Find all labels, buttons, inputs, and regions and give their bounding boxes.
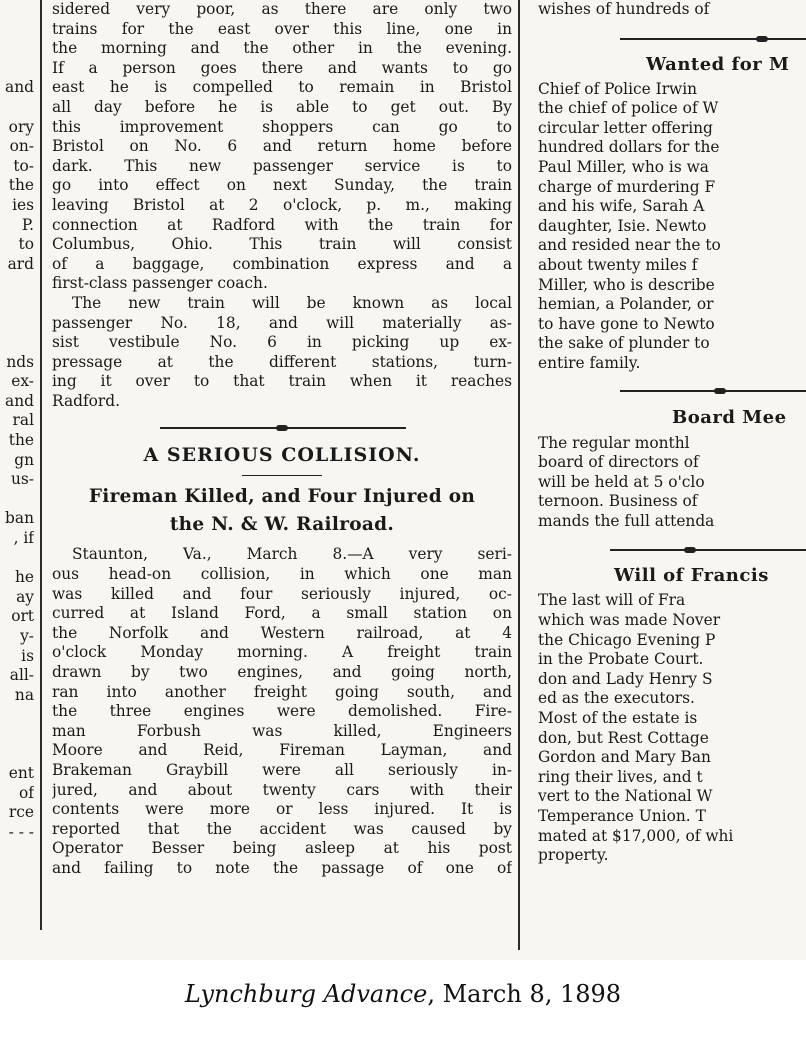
article-line: jured, and about twenty cars with their: [52, 780, 512, 799]
left-line: ex-: [11, 372, 34, 391]
article-continuation-paragraph-2: [52, 294, 512, 412]
article-line: ran into another freight going south, and: [52, 682, 512, 701]
article-line: was killed and four seriously injured, oc-: [52, 584, 512, 603]
right-separator-1: [534, 28, 806, 50]
article-line: drawn by two engines, and going north,: [52, 663, 512, 682]
left-line: [0, 549, 34, 569]
left-line: [0, 745, 34, 765]
article-line: sidered very poor, as there are only two: [52, 0, 512, 18]
article-line: all day before he is able to get out. By: [52, 97, 512, 116]
left-line: y-: [20, 627, 34, 645]
left-line: [0, 490, 34, 510]
left-line: and: [5, 78, 34, 97]
right-line: don and Lady Henry S: [538, 669, 713, 688]
column-rule-left: [40, 0, 42, 930]
right-column: [534, 0, 806, 866]
right-line: The regular monthl: [538, 433, 690, 452]
right-line: Miller, who is describe: [538, 275, 715, 294]
article-line: Radford.: [52, 391, 121, 410]
right-line: ed as the executors.: [538, 689, 695, 708]
middle-column: [52, 0, 512, 879]
right-separator-3: [534, 539, 806, 561]
article-line: Moore and Reid, Fireman Layman, and: [52, 741, 512, 760]
wanted-heading: Wanted for M: [646, 53, 790, 75]
article-line: the three engines were demolished. Fire-: [52, 702, 512, 721]
right-line: The last will of Fra: [538, 591, 686, 610]
right-line: and resided near the to: [538, 236, 721, 255]
column-rule-right: [518, 0, 520, 950]
left-line: ort: [11, 607, 34, 626]
right-separator-2: [534, 380, 806, 402]
article-line: contents were more or less injured. It is: [52, 800, 512, 819]
right-line: the chief of police of W: [538, 99, 719, 118]
right-line: the Chicago Evening P: [538, 630, 716, 649]
right-line: Chief of Police Irwin: [538, 79, 698, 98]
article-line: o'clock Monday morning. A freight train: [52, 643, 512, 662]
caption: [0, 980, 806, 1008]
left-column: [0, 0, 34, 843]
article-line: Operator Besser being asleep at his post: [52, 839, 512, 858]
left-line: gn: [14, 450, 34, 469]
left-line: is: [21, 646, 34, 665]
right-line: vert to the National W: [538, 787, 713, 806]
right-line: will be held at 5 o'clo: [538, 472, 705, 491]
left-line: [0, 20, 34, 40]
left-line: [0, 705, 34, 725]
will-article: [534, 591, 806, 865]
left-line: on-: [9, 137, 34, 156]
left-line: ies: [12, 195, 34, 214]
left-line: all-: [9, 666, 34, 685]
will-heading: Will of Francis: [614, 565, 769, 587]
right-line: Most of the estate is: [538, 709, 698, 728]
board-meeting-article: [534, 434, 806, 532]
article-line: go into effect on next Sunday, the train: [52, 176, 512, 195]
right-line: daughter, Isie. Newto: [538, 216, 707, 235]
article-line: reported that the accident was caused by: [52, 819, 512, 838]
article-collision-body: [52, 545, 512, 878]
article-line: first-class passenger coach.: [52, 274, 268, 293]
caption-date: , March 8, 1898: [427, 980, 622, 1008]
left-line: na: [14, 685, 34, 704]
article-line: sist vestibule No. 6 in picking up ex-: [52, 333, 512, 352]
left-line: [0, 59, 34, 79]
left-line: ent: [8, 764, 34, 783]
article-line: the morning and the other in the evening.: [52, 39, 512, 58]
right-line: property.: [538, 846, 609, 865]
left-line: rce: [8, 803, 34, 822]
article-line: ous head-on collision, in which one man: [52, 565, 512, 584]
right-line: ternoon. Business of: [538, 492, 698, 511]
left-line: nds: [6, 352, 34, 371]
article-line: trains for the east over this line, one in: [52, 19, 512, 38]
right-line: ring their lives, and t: [538, 767, 703, 786]
right-line: charge of murdering F: [538, 177, 716, 196]
right-line: which was made Nover: [538, 611, 721, 630]
left-line: [0, 314, 34, 334]
right-line: hundred dollars for the: [538, 138, 720, 157]
right-line: board of directors of: [538, 453, 699, 472]
left-line: to-: [13, 156, 34, 175]
left-line: ral: [12, 411, 34, 430]
left-line: us-: [10, 470, 34, 489]
right-line: to have gone to Newto: [538, 314, 715, 333]
article-line: Brakeman Graybill were all seriously in-: [52, 761, 512, 779]
article-line: Columbus, Ohio. This train will consist: [52, 235, 512, 254]
article-line: The new train will be known as local: [72, 293, 512, 312]
right-line: Temperance Union. T: [538, 807, 706, 825]
article-line: east he is compelled to remain in Bristol: [52, 78, 512, 97]
left-line: [0, 0, 34, 20]
right-line: mands the full attenda: [538, 511, 715, 530]
left-line: P.: [21, 215, 34, 234]
article-line: ing it over to that train when it reaches: [52, 372, 512, 391]
left-line: he: [14, 568, 34, 587]
subheadline-line-2: the N. & W. Railroad.: [169, 514, 395, 536]
right-line: hemian, a Polander, or: [538, 295, 714, 314]
article-line: dark. This new passenger service is to: [52, 156, 512, 175]
article-line: pressage at the different stations, turn-: [52, 352, 512, 371]
headline: A SERIOUS COLLISION.: [143, 444, 421, 467]
article-line: connection at Radford with the train for: [52, 215, 512, 234]
separator-rule: [52, 417, 512, 439]
article-line: this improvement shoppers can go to: [52, 117, 512, 136]
left-line: [0, 294, 34, 314]
right-line: the sake of plunder to: [538, 334, 710, 353]
left-line: ard: [7, 254, 34, 273]
left-line: and: [5, 391, 34, 410]
article-line: of a baggage, combination express and a: [52, 254, 512, 273]
article-line: curred at Island Ford, a small station on: [52, 604, 512, 623]
article-line: If a person goes there and wants to go: [52, 58, 512, 77]
left-line: [0, 39, 34, 59]
right-line: in the Probate Court.: [538, 650, 704, 669]
left-line: ory: [8, 117, 34, 136]
article-line: passenger No. 18, and will materially as-: [52, 313, 512, 332]
left-line: [0, 274, 34, 294]
left-line: the: [8, 176, 34, 195]
caption-publication: Lynchburg Advance: [184, 980, 428, 1008]
right-line: about twenty miles f: [538, 255, 698, 274]
right-line: Gordon and Mary Ban: [538, 748, 711, 767]
article-line: Bristol on No. 6 and return home before: [52, 137, 512, 156]
left-line: ban: [5, 509, 34, 528]
right-line: circular letter offering: [538, 118, 713, 137]
left-line: [0, 725, 34, 745]
left-line: the: [8, 431, 34, 450]
right-line: Paul Miller, who is wa: [538, 157, 709, 176]
article-line: leaving Bristol at 2 o'clock, p. m., making: [52, 195, 512, 214]
left-line: [0, 98, 34, 118]
right-line: don, but Rest Cottage: [538, 728, 709, 747]
left-line: - - -: [8, 822, 34, 841]
article-line: the Norfolk and Western railroad, at 4: [52, 623, 512, 642]
left-line: [0, 333, 34, 353]
wanted-article: [534, 80, 806, 374]
left-line: of: [19, 783, 34, 802]
left-line: ay: [16, 587, 34, 606]
headline-underline: [52, 469, 512, 483]
left-line: , if: [13, 529, 34, 548]
article-continuation: [52, 0, 512, 294]
subheadline-line-1: Fireman Killed, and Four Injured on: [88, 486, 476, 508]
article-line: man Forbush was killed, Engineers: [52, 721, 512, 740]
right-line: and his wife, Sarah A: [538, 197, 705, 216]
right-line: mated at $17,000, of whi: [538, 826, 734, 845]
left-line: to: [18, 235, 34, 254]
article-line: Staunton, Va., March 8.—A very seri-: [72, 545, 512, 564]
board-meeting-heading: Board Mee: [672, 406, 787, 428]
article-line: and failing to note the passage of one of: [52, 858, 512, 877]
right-line: entire family.: [538, 353, 641, 372]
right-top-line: wishes of hundreds of: [538, 0, 710, 18]
